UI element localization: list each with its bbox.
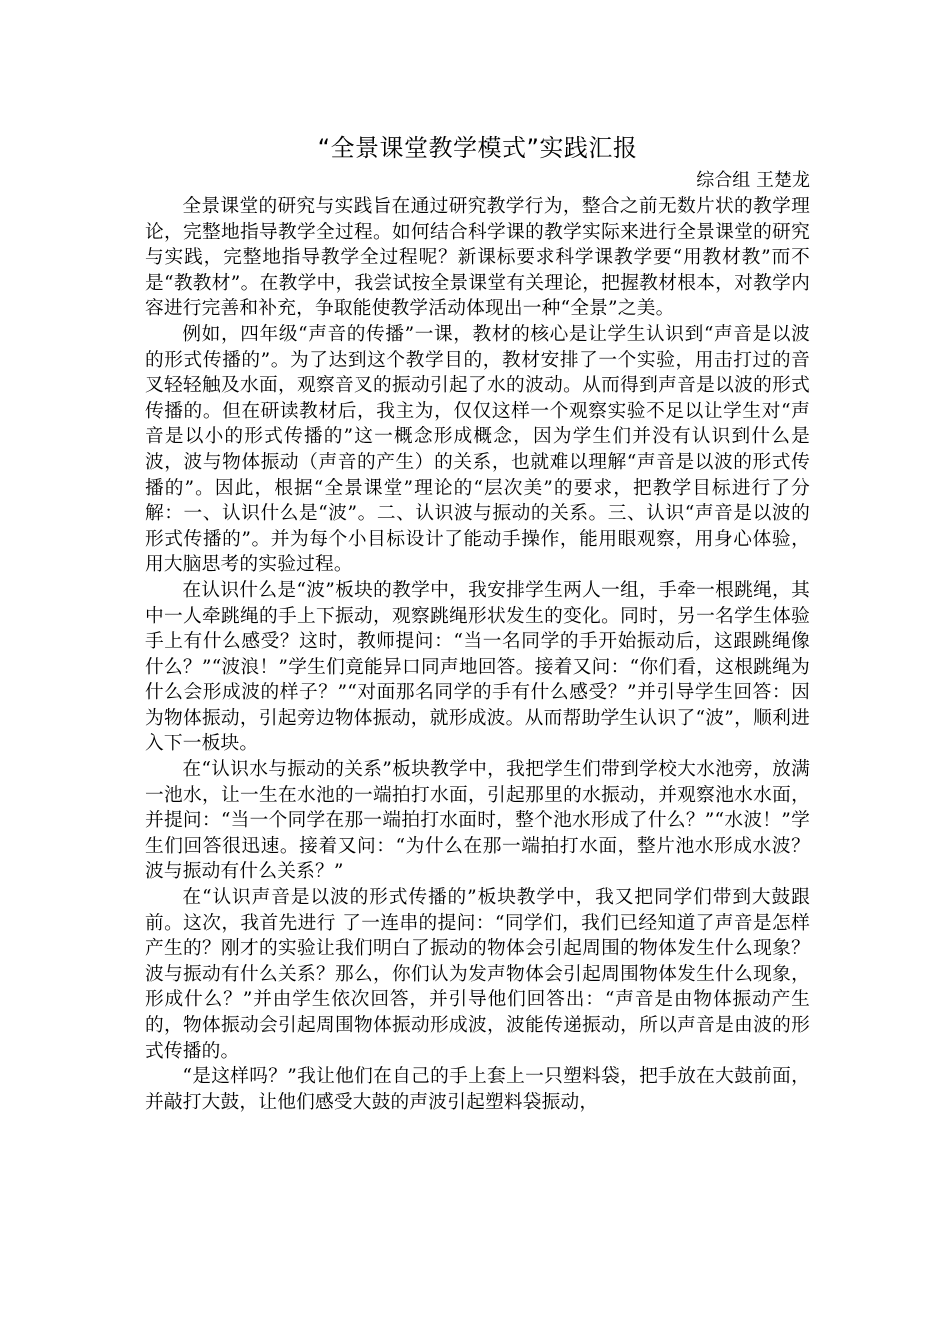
document-title: “全景课堂教学模式”实践汇报 bbox=[317, 134, 638, 162]
paragraph-drum: “是这样吗？”我让他们在自己的手上套上一只塑料袋，把手放在大鼓前面，并敲打大鼓，让他们感受大鼓的声波引起塑料袋振动， bbox=[145, 1066, 810, 1113]
paragraph-wave: 在认识什么是“波”板块的教学中，我安排学生两人一组，手牵一根跳绳，其中一人牵跳绳的手上下振动，观察跳绳形状发生的变化。同时，另一名学生体验手上有什么感受？这时，教师提问：“当一名同学的手开始振动后，这跟跳绳像什么？”“波浪！”学生们竟能异口同声地回答。接着又问：“你们看，这根跳绳为什么会形成波的样子？”“对面那名同学的手有什么感受？”并引导学生回答：因为物体振动，引起旁边物体振动，就形成波。从而帮助学生认识了“波”，顺利进入下一板块。 bbox=[145, 579, 810, 755]
paragraph-example: 例如，四年级“声音的传播”一课，教材的核心是让学生认识到“声音是以波的形式传播的”。为了达到这个教学目的，教材安排了一个实验，用击打过的音叉轻轻触及水面，观察音叉的振动引起了水的波动。从而得到声音是以波的形式传播的。但在研读教材后，我主为，仅仅这样一个观察实验不足以让学生对“声音是以小的形式传播的”这一概念形成概念，因为学生们并没有认识到什么是波，波与物体振动（声音的产生）的关系，也就难以理解“声音是以波的形式传播的”。因此，根据“全景课堂”理论的“层次美”的要求，把教学目标进行了分解：一、认识什么是“波”。二、认识波与振动的关系。三、认识“声音是以波的形式传播的”。并为每个小目标设计了能动手操作，能用眼观察，用身心体验，用大脑思考的实验过程。 bbox=[145, 323, 810, 576]
author-line: 综合组 王楚龙 bbox=[696, 170, 810, 191]
document-body bbox=[145, 128, 810, 1115]
paragraph-water-vibration: 在“认识水与振动的关系”板块教学中，我把学生们带到学校大水池旁，放满一池水，让一生在水池的一端拍打水面，引起那里的水振动，并观察池水水面，并提问：“当一个同学在那一端拍打水面时，整个池水形成了什么？”“水波！”学生们回答很迅速。接着又问：“为什么在那一端拍打水面，整片池水形成水波？波与振动有什么关系？” bbox=[145, 759, 810, 883]
paragraph-intro: 全景课堂的研究与实践旨在通过研究教学行为，整合之前无数片状的教学理论，完整地指导教学全过程。如何结合科学课的教学实际来进行全景课堂的研究与实践，完整地指导教学全过程呢？新课标要求科学课教学要“用教材教”而不是“教教材”。在教学中，我尝试按全景课堂有关理论，把握教材根本，对教学内容进行完善和补充，争取能使教学活动体现出一种“全景”之美。 bbox=[145, 196, 810, 320]
paragraph-sound-wave: 在“认识声音是以波的形式传播的”板块教学中，我又把同学们带到大鼓跟前。这次，我首先进行 了一连串的提问：“同学们，我们已经知道了声音是怎样产生的？刚才的实验让我们明白了振动的物体会引起周围的物体发生什么现象？波与振动有什么关系？那么，你们认为发声物体会引起周围物体发生什么现象，形成什么？”并由学生依次回答，并引导他们回答出：“声音是由物体振动产生的，物体振动会引起周围物体振动形成波，波能传递振动，所以声音是由波的形式传播的。 bbox=[145, 887, 810, 1062]
